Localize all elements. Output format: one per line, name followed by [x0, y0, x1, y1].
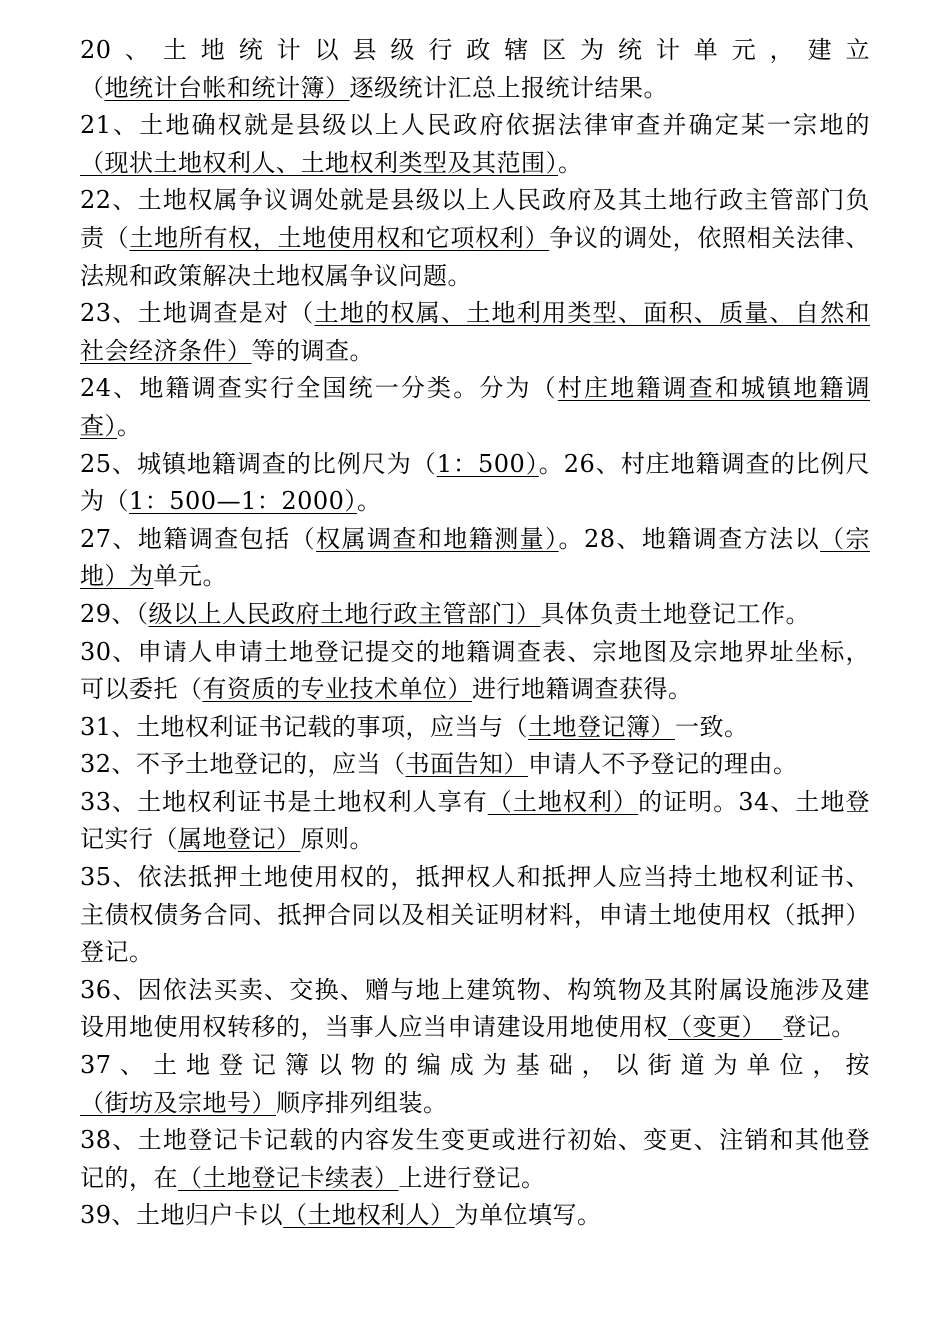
answer-underlined: 书面告知）: [405, 750, 529, 779]
item-33-34: [80, 784, 870, 859]
document-body: [80, 32, 870, 1235]
answer-underlined: （土地权利）: [487, 787, 639, 816]
item-text: 36、因依法买卖、交换、赠与地上建筑物、构筑物及其附属设施涉及建设用地使用权转移的，当事人应当申请建设用地使用权: [80, 975, 870, 1042]
answer-underlined: （宗地）为: [80, 524, 870, 591]
answer-underlined: （土地登记卡续表）: [178, 1163, 399, 1192]
answer-underlined: 级以上人民政府土地行政主管部门）: [148, 599, 541, 628]
item-30: [80, 634, 870, 709]
item-36: [80, 972, 870, 1047]
item-23: [80, 295, 870, 370]
item-text: 23、土地调查是对（: [80, 299, 315, 328]
item-text: 33、土地权利证书是土地权利人享有: [80, 787, 488, 816]
answer-underlined: 地统计台帐和统计簿）: [104, 73, 350, 102]
item-text: 39、土地归户卡以: [80, 1201, 284, 1230]
item-text: 38、土地登记卡记载的内容发生变更或进行初始、变更、注销和其他登记的，在: [80, 1126, 870, 1192]
item-text: 。: [558, 148, 583, 177]
item-37: [80, 1047, 870, 1122]
item-text: 31、土地权利证书记载的事项，应当与（: [80, 712, 529, 741]
item-text: 登记。: [782, 1013, 856, 1042]
item-25-26: [80, 446, 870, 521]
answer-underlined: 1：500—1：2000）: [129, 487, 357, 516]
answer-underlined: 权属调查和地籍测量）: [316, 524, 559, 553]
answer-underlined: 土地所有权，土地使用权和它项权利）: [129, 223, 550, 252]
item-24: [80, 370, 870, 445]
item-text: 29、（: [80, 599, 149, 628]
item-text: 上进行登记。: [398, 1163, 546, 1192]
item-31: [80, 709, 870, 747]
item-text: 顺序排列组装。: [276, 1088, 448, 1117]
item-text: 25、城镇地籍调查的比例尺为（: [80, 449, 437, 478]
item-text: 原则。: [300, 825, 374, 854]
item-text: 的证明。34、土地登记实行（: [80, 787, 870, 854]
item-text: 35、依法抵押土地使用权的，抵押权人和抵押人应当持土地权利证书、主债权债务合同、抵押合同以及相关证明材料，申请土地使用权（抵押）登记。: [80, 863, 870, 967]
answer-underlined: （土地权利人）: [283, 1201, 455, 1230]
answer-underlined: 土地的权属、土地利用类型、面积、质量、自然和社会经济条件）: [80, 299, 870, 365]
answer-underlined: 土地登记簿）: [528, 712, 676, 741]
item-22: [80, 182, 870, 295]
item-text: 32、不予土地登记的，应当（: [80, 750, 406, 779]
answer-underlined: （现状土地权利人、土地权利类型及其范围）: [80, 148, 558, 177]
answer-underlined: 村庄地籍调查和城镇地籍调查）: [80, 374, 871, 440]
item-38: [80, 1122, 870, 1197]
item-text: 一致。: [675, 712, 749, 741]
item-text: 20、土地统计以县级行政辖区为统计单元，建立（: [80, 36, 870, 102]
item-text: 为单位填写。: [454, 1201, 602, 1230]
item-text: 37、土地登记簿以物的编成为基础，以街道为单位，按: [80, 1051, 870, 1080]
item-text: 。26、村庄地籍调查的比例尺为（: [80, 449, 871, 516]
item-32: [80, 746, 870, 784]
item-text: 24、地籍调查实行全国统一分类。分为（: [80, 374, 558, 403]
item-text: 进行地籍调查获得。: [472, 675, 693, 704]
item-text: 。: [356, 487, 382, 516]
item-21: [80, 107, 870, 182]
item-text: 申请人不予登记的理由。: [528, 750, 798, 779]
item-text: 22、土地权属争议调处就是县级以上人民政府及其土地行政主管部门负责（: [80, 186, 870, 252]
item-27-28: [80, 521, 870, 596]
item-text: 27、地籍调查包括（: [80, 524, 317, 553]
item-29: [80, 596, 870, 634]
item-39: [80, 1197, 870, 1235]
item-text: 具体负责土地登记工作。: [540, 599, 811, 628]
item-20: [80, 32, 870, 107]
item-text: 等的调查。: [251, 336, 374, 365]
answer-underlined: 属地登记）: [178, 825, 301, 854]
item-text: 单元。: [153, 562, 227, 591]
item-text: 21、土地确权就是县级以上人民政府依据法律审查并确定某一宗地的: [80, 111, 870, 140]
answer-underlined: （变更）: [668, 1013, 783, 1042]
answer-underlined: （街坊及宗地号）: [80, 1088, 276, 1117]
item-text: 。28、地籍调查方法以: [558, 524, 821, 553]
item-text: 30、申请人申请土地登记提交的地籍调查表、宗地图及宗地界址坐标，可以委托（: [80, 637, 870, 704]
item-text: 。: [117, 411, 142, 440]
answer-underlined: 1：500）: [436, 449, 539, 478]
answer-underlined: 有资质的专业技术单位）: [202, 675, 472, 704]
item-text: 争议的调处，依照相关法律、法规和政策解决土地权属争议问题。: [80, 223, 871, 290]
item-35: [80, 859, 870, 972]
item-text: 逐级统计汇总上报统计结果。: [349, 73, 668, 102]
